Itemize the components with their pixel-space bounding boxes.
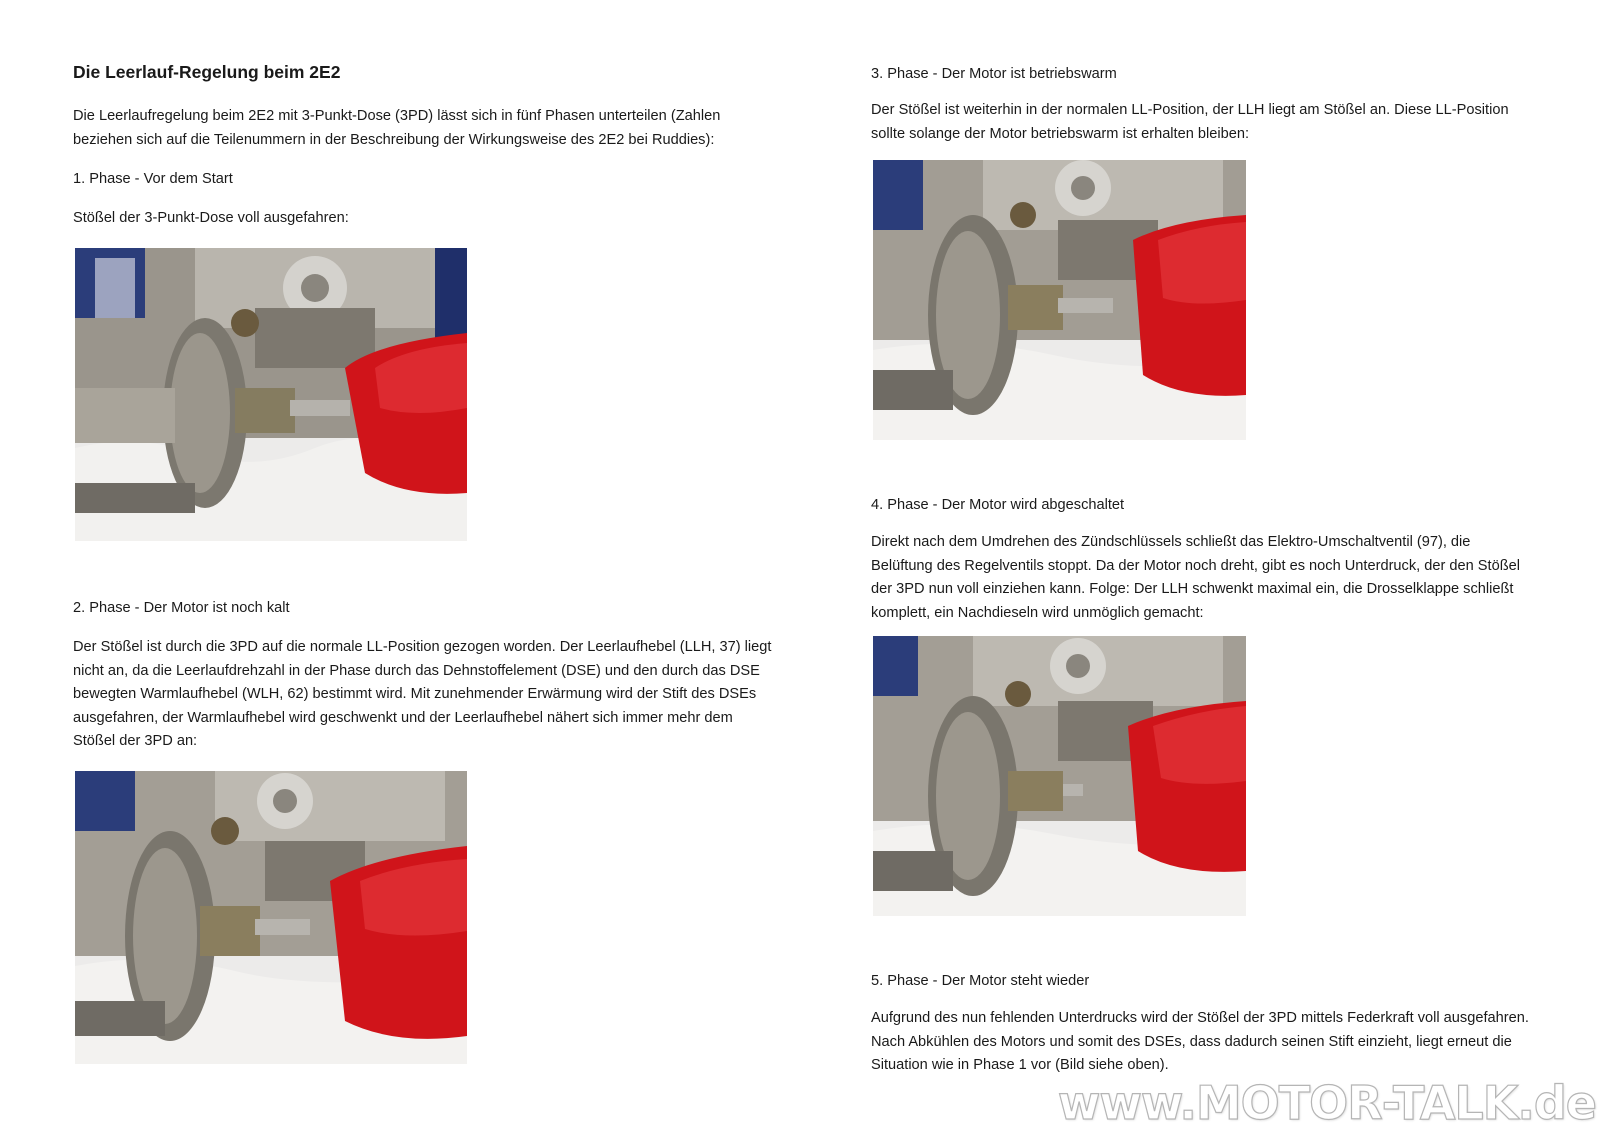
- phase-1-photo: [75, 248, 467, 541]
- phase-3-heading: 3. Phase - Der Motor ist betriebswarm: [871, 66, 1117, 82]
- phase-3-photo: [873, 160, 1246, 440]
- carburetor-photo-image: [873, 160, 1246, 440]
- motor-talk-watermark: www.MOTOR-TALK.de: [1057, 1076, 1596, 1130]
- phase-5-heading: 5. Phase - Der Motor steht wieder: [871, 973, 1090, 989]
- phase-2-text: Der Stößel ist durch die 3PD auf die normale LL-Position gezogen worden. Der Leerlaufhebel (LLH, 37) liegt nicht an, da die Leerlaufdrehzahl in der Phase durch das Dehnstoffelement (DSE) und den durch das DSE bewegten Warmlaufhebel (WLH, 62) bestimmt wird. Mit zunehmender Erwärmung wird der Stift des DSEs ausgefahren, der Warmlaufhebel wird geschwenkt und der Leerlaufhebel nähert sich immer mehr dem Stößel der 3PD an:: [73, 639, 772, 749]
- carburetor-photo-image: [75, 248, 467, 541]
- phase-2-photo: [75, 771, 467, 1064]
- document-title: Die Leerlauf-Regelung beim 2E2: [73, 62, 341, 82]
- intro-paragraph: Die Leerlaufregelung beim 2E2 mit 3-Punkt-Dose (3PD) lässt sich in fünf Phasen unterteilen (Zahlen beziehen sich auf die Teilenummern in der Beschreibung der Wirkungsweise des 2E2 bei Ruddies):: [73, 108, 721, 148]
- phase-4-text: Direkt nach dem Umdrehen des Zündschlüssels schließt das Elektro-Umschaltventil (97), die Belüftung des Regelventils stoppt. Da der Motor noch dreht, gibt es noch Unterdruck, der den Stößel der 3PD nun voll einziehen kann. Folge: Der LLH schwenkt maximal ein, die Drosselklappe schließt komplett, ein Nachdieseln wird unmöglich gemacht:: [871, 534, 1520, 621]
- carburetor-photo-image: [75, 771, 467, 1064]
- phase-4-heading: 4. Phase - Der Motor wird abgeschaltet: [871, 497, 1125, 513]
- carburetor-photo-image: [873, 636, 1246, 916]
- phase-1-heading: 1. Phase - Vor dem Start: [73, 171, 233, 187]
- phase-5-text: Aufgrund des nun fehlenden Unterdrucks wird der Stößel der 3PD mittels Federkraft voll ausgefahren. Nach Abkühlen des Motors und somit des DSEs, dass dadurch seinen Stift einzieht, liegt erneut die Situation wie in Phase 1 vor (Bild siehe oben).: [871, 1010, 1529, 1073]
- phase-4-photo: [873, 636, 1246, 916]
- phase-1-text: Stößel der 3-Punkt-Dose voll ausgefahren:: [73, 210, 349, 226]
- phase-2-heading: 2. Phase - Der Motor ist noch kalt: [73, 600, 290, 616]
- phase-3-text: Der Stößel ist weiterhin in der normalen LL-Position, der LLH liegt am Stößel an. Diese LL-Position sollte solange der Motor betriebswarm ist erhalten bleiben:: [871, 102, 1509, 142]
